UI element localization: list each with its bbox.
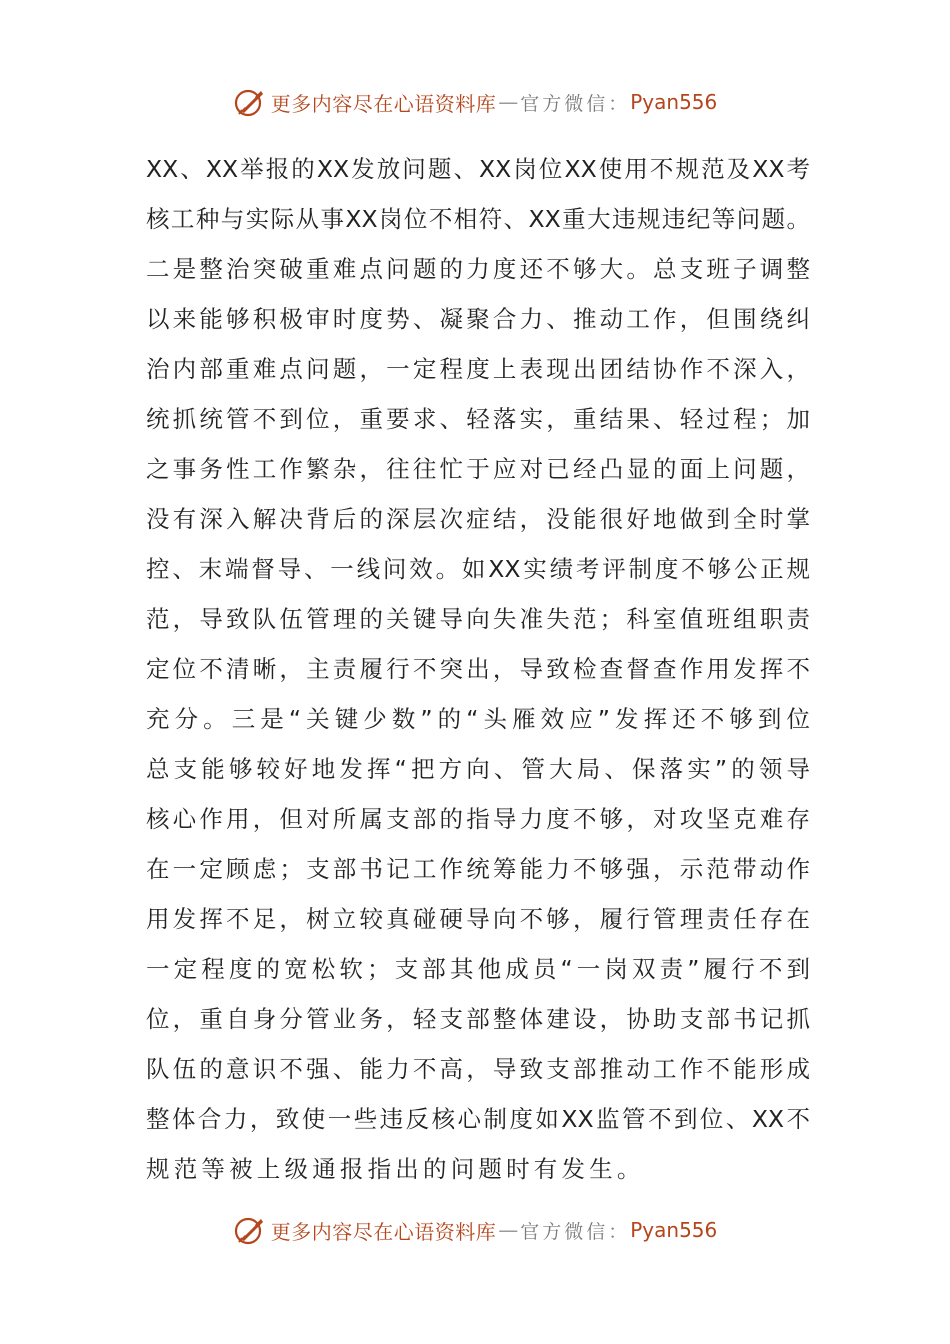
body-line: 整体合力，致使一些违反核心制度如XX监管不到位、XX不: [146, 1105, 810, 1133]
banner-account-id: Pyan556: [630, 90, 718, 114]
banner-brand-text: 更多内容尽在心语资料库: [270, 91, 497, 116]
body-line: 之事务性工作繁杂，往往忙于应对已经凸显的面上问题，: [146, 455, 810, 483]
banner-separator: —: [498, 90, 519, 114]
body-line: 没有深入解决背后的深层次症结，没能很好地做到全时掌: [146, 505, 810, 533]
body-line: 核工种与实际从事XX岗位不相符、XX重大违规违纪等问题。: [146, 205, 810, 233]
banner-account-label: 官方微信：: [520, 1220, 631, 1243]
body-line-last: 规范等被上级通报指出的问题时有发生。: [146, 1155, 645, 1183]
body-line: 统抓统管不到位，重要求、轻落实，重结果、轻过程；加: [146, 405, 810, 433]
body-line: 核心作用，但对所属支部的指导力度不够，对攻坚克难存: [146, 805, 810, 833]
banner-brand-text: 更多内容尽在心语资料库: [270, 1219, 497, 1244]
body-line: XX、XX举报的XX发放问题、XX岗位XX使用不规范及XX考: [146, 155, 810, 183]
body-line: 队伍的意识不强、能力不高，导致支部推动工作不能形成: [146, 1055, 810, 1083]
quill-logo-icon: [233, 85, 267, 119]
body-line: 范，导致队伍管理的关键导向失准失范；科室值班组职责: [146, 605, 810, 633]
body-line: 治内部重难点问题，一定程度上表现出团结协作不深入，: [146, 355, 810, 383]
header-banner: [0, 80, 950, 124]
body-line: 在一定顾虑；支部书记工作统筹能力不够强，示范带动作: [146, 855, 810, 883]
body-line: 定位不清晰，主责履行不突出，导致检查督查作用发挥不: [146, 655, 810, 683]
body-line: 总支能够较好地发挥“把方向、管大局、保落实”的领导: [146, 755, 810, 783]
body-line: 控、末端督导、一线问效。如XX实绩考评制度不够公正规: [146, 555, 810, 583]
banner-account-label: 官方微信：: [520, 92, 631, 115]
body-line: 一定程度的宽松软；支部其他成员“一岗双责”履行不到: [146, 955, 810, 983]
banner-separator: —: [498, 1218, 519, 1242]
body-line: 充分。三是“关键少数”的“头雁效应”发挥还不够到位: [146, 705, 810, 733]
body-line: 位，重自身分管业务，轻支部整体建设，协助支部书记抓: [146, 1005, 810, 1033]
banner-account-id: Pyan556: [630, 1218, 718, 1242]
body-line: 用发挥不足，树立较真碰硬导向不够，履行管理责任存在: [146, 905, 810, 933]
body-line: 二是整治突破重难点问题的力度还不够大。总支班子调整: [146, 255, 810, 283]
footer-banner: [0, 1208, 950, 1252]
body-line: 以来能够积极审时度势、凝聚合力、推动工作，但围绕纠: [146, 305, 810, 333]
document-body: [146, 150, 810, 1200]
quill-logo-icon: [233, 1213, 267, 1247]
